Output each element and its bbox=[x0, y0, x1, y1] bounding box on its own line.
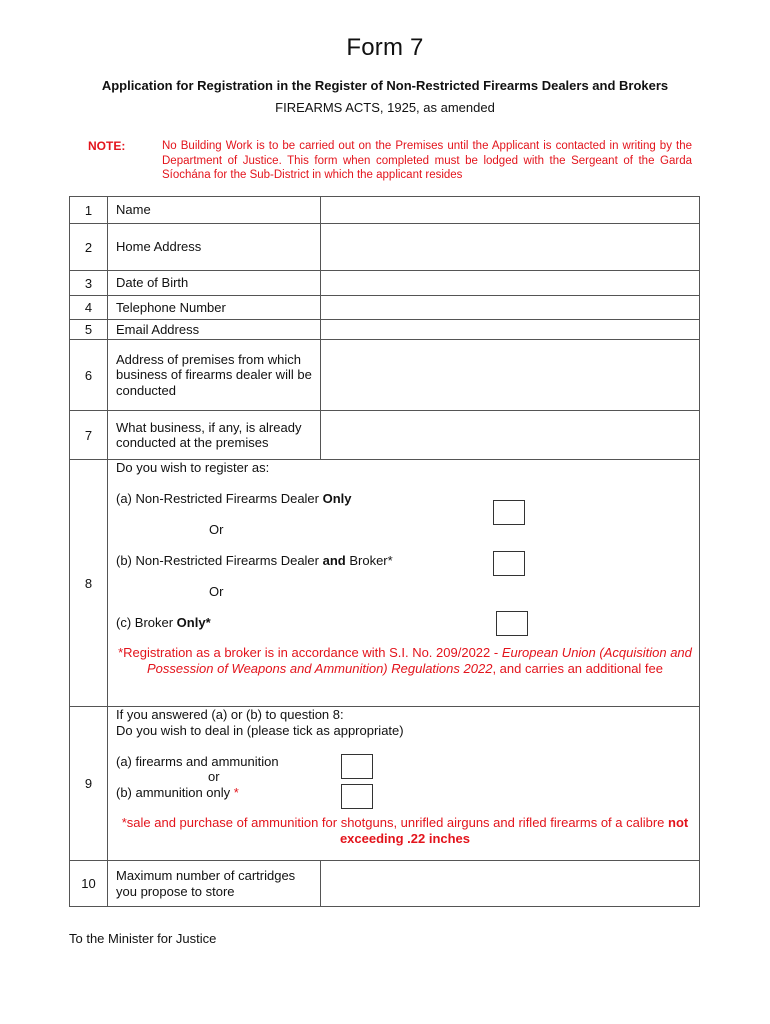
name-field[interactable] bbox=[321, 197, 700, 224]
field-label-max-cartridges: Maximum number of cartridges you propose to store bbox=[108, 861, 321, 907]
existing-business-field[interactable] bbox=[321, 411, 700, 460]
q9-line-2: Do you wish to deal in (please tick as appropriate) bbox=[116, 723, 404, 738]
field-label-existing-business: What business, if any, is already conducted at the premises bbox=[108, 411, 321, 460]
row-number: 1 bbox=[70, 197, 108, 224]
date-of-birth-field[interactable] bbox=[321, 271, 700, 296]
field-label-name: Name bbox=[108, 197, 321, 224]
max-cartridges-field[interactable] bbox=[321, 861, 700, 907]
row-number: 2 bbox=[70, 224, 108, 271]
q8-option-a: (a) Non-Restricted Firearms Dealer Only bbox=[116, 491, 352, 506]
form-row-premises-address bbox=[70, 340, 700, 411]
q8-option-c: (c) Broker Only* bbox=[116, 615, 211, 630]
form-row-date-of-birth bbox=[70, 271, 700, 296]
q9-option-b: (b) ammunition only * bbox=[116, 785, 239, 800]
q8-question: Do you wish to register as: bbox=[116, 460, 270, 475]
field-label-date-of-birth: Date of Birth bbox=[108, 271, 321, 296]
q9-option-b-checkbox[interactable] bbox=[341, 784, 373, 809]
email-field[interactable] bbox=[321, 320, 700, 340]
q9-option-a-checkbox[interactable] bbox=[341, 754, 373, 779]
registration-type-cell bbox=[108, 460, 700, 707]
application-form-table bbox=[69, 196, 700, 907]
form-row-deal-type bbox=[70, 707, 700, 861]
q8-or-1: Or bbox=[209, 522, 224, 537]
q9-or: or bbox=[208, 769, 220, 784]
row-number: 5 bbox=[70, 320, 108, 340]
q9-line-1: If you answered (a) or (b) to question 8: bbox=[116, 707, 344, 722]
q8-option-a-checkbox[interactable] bbox=[493, 500, 525, 525]
form-row-telephone bbox=[70, 296, 700, 320]
row-number: 8 bbox=[70, 460, 108, 707]
ammunition-footnote: *sale and purchase of ammunition for shotguns, unrifled airguns and rifled firearms of a calibre not exceeding .22 inches bbox=[121, 815, 689, 846]
field-label-email: Email Address bbox=[108, 320, 321, 340]
q8-option-c-checkbox[interactable] bbox=[496, 611, 528, 636]
home-address-field[interactable] bbox=[321, 224, 700, 271]
form-row-registration-type bbox=[70, 460, 700, 707]
form-subtitle: Application for Registration in the Register of Non-Restricted Firearms Dealers and Brokers bbox=[101, 78, 669, 93]
row-number: 4 bbox=[70, 296, 108, 320]
row-number: 9 bbox=[70, 707, 108, 861]
field-label-premises-address: Address of premises from which business of firearms dealer will be conducted bbox=[108, 340, 321, 411]
form-row-name bbox=[70, 197, 700, 224]
form-title: Form 7 bbox=[346, 34, 424, 61]
q8-option-b: (b) Non-Restricted Firearms Dealer and Broker* bbox=[116, 553, 393, 568]
form-row-max-cartridges bbox=[70, 861, 700, 907]
form-row-home-address bbox=[70, 224, 700, 271]
deal-type-cell bbox=[108, 707, 700, 861]
premises-address-field[interactable] bbox=[321, 340, 700, 411]
addressee-line: To the Minister for Justice bbox=[69, 931, 217, 946]
field-label-home-address: Home Address bbox=[108, 224, 321, 271]
form-row-existing-business bbox=[70, 411, 700, 460]
row-number: 3 bbox=[70, 271, 108, 296]
q8-option-b-checkbox[interactable] bbox=[493, 551, 525, 576]
row-number: 10 bbox=[70, 861, 108, 907]
broker-footnote: *Registration as a broker is in accordance with S.I. No. 209/2022 - European Union (Acquisition and Possession of Weapons and Ammunition) Regulations 2022, and carries an additional fee bbox=[118, 645, 692, 676]
row-number: 7 bbox=[70, 411, 108, 460]
q8-or-2: Or bbox=[209, 584, 224, 599]
field-label-telephone: Telephone Number bbox=[108, 296, 321, 320]
form-row-email bbox=[70, 320, 700, 340]
acts-reference: FIREARMS ACTS, 1925, as amended bbox=[275, 100, 495, 115]
note-label: NOTE: bbox=[88, 139, 126, 153]
telephone-field[interactable] bbox=[321, 296, 700, 320]
q9-option-a: (a) firearms and ammunition bbox=[116, 754, 279, 769]
note-text: No Building Work is to be carried out on the Premises until the Applicant is contacted in writing by the Department of Justice. This form when completed must be lodged with the Sergeant of the Garda Síochána for the Sub-District in which the applicant resides bbox=[162, 140, 692, 181]
row-number: 6 bbox=[70, 340, 108, 411]
